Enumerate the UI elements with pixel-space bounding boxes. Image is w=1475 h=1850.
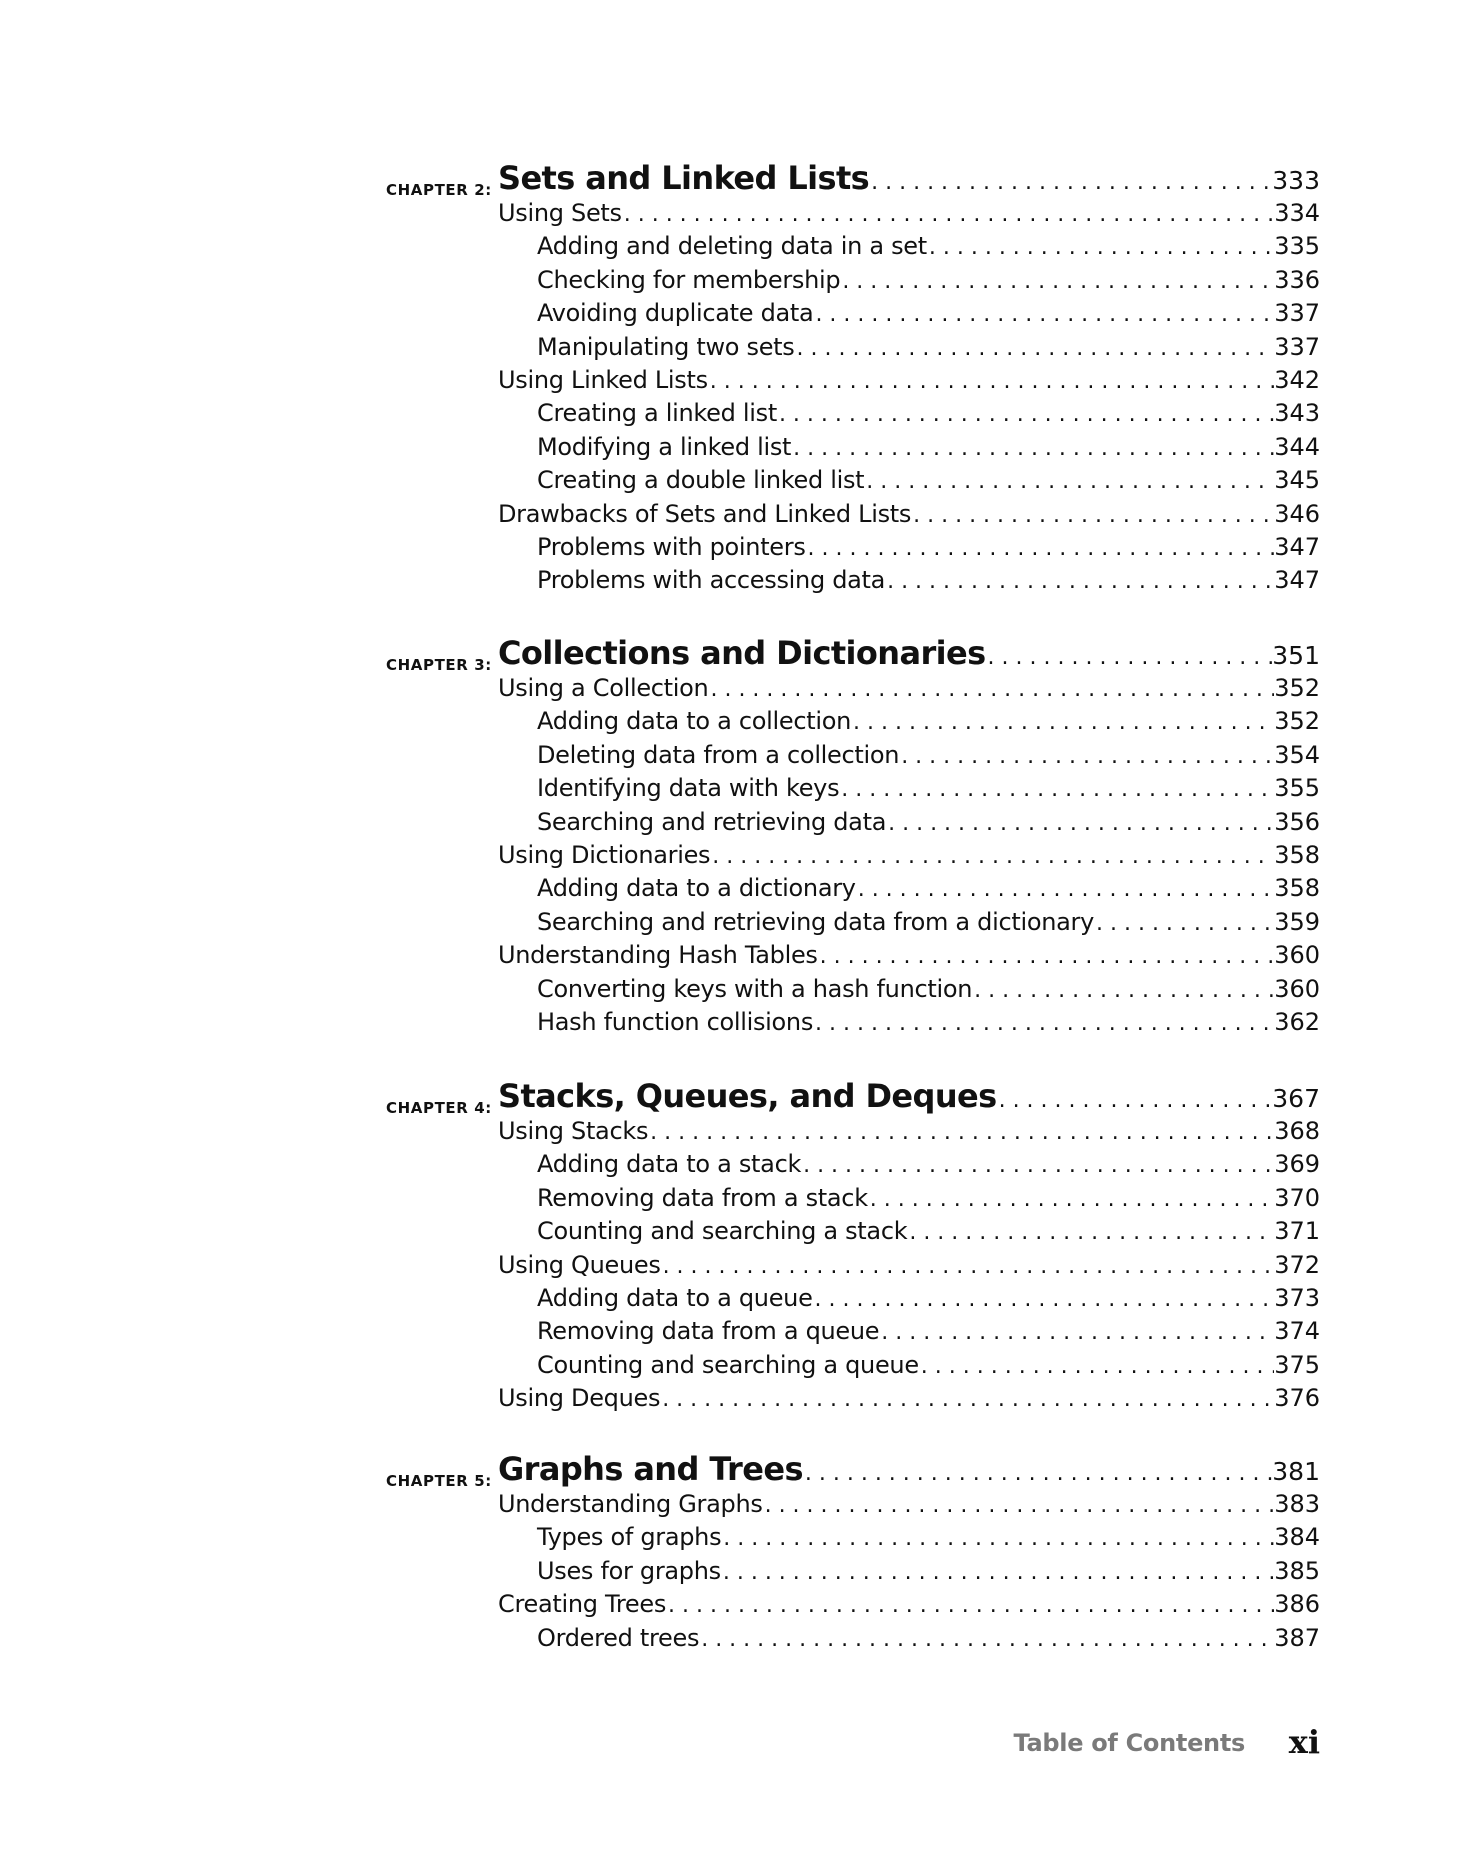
toc-subsection-entry[interactable] bbox=[537, 774, 1320, 807]
entry-label: Modifying a linked list bbox=[537, 432, 792, 461]
dot-leader bbox=[886, 811, 1274, 836]
dot-leader bbox=[972, 978, 1274, 1003]
toc-subsection-entry[interactable] bbox=[537, 808, 1320, 841]
entry-page-number: 368 bbox=[1274, 1117, 1320, 1145]
entry-label: Identifying data with keys bbox=[537, 774, 840, 803]
entry-label: Using Queues bbox=[498, 1250, 661, 1279]
entry-page-number: 336 bbox=[1274, 265, 1320, 294]
chapter-title: Collections and Dictionaries bbox=[498, 634, 986, 672]
toc-subsection-entry[interactable] bbox=[537, 466, 1320, 499]
entry-page-number: 345 bbox=[1274, 466, 1320, 495]
toc-section-entry[interactable] bbox=[498, 674, 1320, 707]
entry-page-number: 358 bbox=[1274, 841, 1320, 869]
toc-subsection-entry[interactable] bbox=[537, 399, 1320, 432]
chapter-label: CHAPTER 5: bbox=[386, 1472, 492, 1490]
entry-page-number: 360 bbox=[1274, 974, 1320, 1003]
chapter-title: Sets and Linked Lists bbox=[498, 159, 870, 197]
entry-page-number: 354 bbox=[1274, 740, 1320, 769]
entry-label: Using Stacks bbox=[498, 1117, 649, 1145]
toc-section-entry[interactable] bbox=[498, 1384, 1320, 1417]
chapter-label: CHAPTER 4: bbox=[386, 1099, 492, 1117]
entry-page-number: 347 bbox=[1274, 566, 1320, 595]
entry-label: Deleting data from a collection bbox=[537, 740, 900, 769]
entry-page-number: 387 bbox=[1274, 1623, 1320, 1652]
entry-page-number: 369 bbox=[1274, 1150, 1320, 1179]
toc-subsection-entry[interactable] bbox=[537, 232, 1320, 265]
chapter-label: CHAPTER 3: bbox=[386, 656, 492, 674]
entry-page-number: 383 bbox=[1274, 1490, 1320, 1518]
toc-subsection-entry[interactable] bbox=[537, 566, 1320, 599]
entry-label: Adding and deleting data in a set bbox=[537, 232, 927, 261]
toc-section-entry[interactable] bbox=[498, 366, 1320, 399]
entry-page-number: 376 bbox=[1274, 1384, 1320, 1413]
dot-leader bbox=[708, 369, 1274, 394]
dot-leader bbox=[763, 1493, 1275, 1518]
toc-subsection-entry[interactable] bbox=[537, 1284, 1320, 1317]
dot-leader bbox=[803, 1461, 1272, 1486]
dot-leader bbox=[907, 1220, 1274, 1245]
entry-page-number: 375 bbox=[1274, 1350, 1320, 1379]
dot-leader bbox=[806, 536, 1275, 561]
toc-section-entry[interactable] bbox=[498, 1251, 1320, 1284]
chapter-page-number: 367 bbox=[1272, 1084, 1320, 1113]
entry-label: Removing data from a queue bbox=[537, 1317, 880, 1346]
toc-subsection-entry[interactable] bbox=[537, 874, 1320, 907]
toc-section-entry[interactable] bbox=[498, 199, 1320, 232]
dot-leader bbox=[839, 777, 1274, 802]
toc-subsection-entry[interactable] bbox=[537, 333, 1320, 366]
entry-page-number: 374 bbox=[1274, 1317, 1320, 1346]
dot-leader bbox=[813, 1011, 1274, 1036]
toc-subsection-entry[interactable] bbox=[537, 1317, 1320, 1350]
entry-label: Hash function collisions bbox=[537, 1008, 814, 1036]
entry-page-number: 360 bbox=[1274, 941, 1320, 970]
dot-leader bbox=[879, 1320, 1274, 1345]
dot-leader bbox=[721, 1560, 1274, 1585]
dot-leader bbox=[660, 1387, 1274, 1412]
dot-leader bbox=[721, 1526, 1274, 1551]
entry-page-number: 342 bbox=[1274, 366, 1320, 394]
dot-leader bbox=[869, 170, 1272, 195]
entry-page-number: 372 bbox=[1274, 1250, 1320, 1279]
entry-label: Searching and retrieving data bbox=[537, 807, 887, 836]
dot-leader bbox=[622, 202, 1274, 227]
dot-leader bbox=[986, 645, 1273, 670]
entry-label: Creating a linked list bbox=[537, 399, 777, 428]
toc-section-entry[interactable] bbox=[498, 500, 1320, 533]
toc-subsection-entry[interactable] bbox=[537, 1150, 1320, 1183]
entry-page-number: 334 bbox=[1274, 199, 1320, 227]
toc-section-entry[interactable] bbox=[498, 1590, 1320, 1623]
toc-subsection-entry[interactable] bbox=[537, 1217, 1320, 1250]
entry-page-number: 347 bbox=[1274, 533, 1320, 561]
entry-label: Searching and retrieving data from a dictionary bbox=[537, 907, 1094, 936]
entry-label: Counting and searching a queue bbox=[537, 1350, 919, 1379]
dot-leader bbox=[927, 235, 1274, 260]
entry-label: Understanding Hash Tables bbox=[498, 941, 818, 970]
toc-subsection-entry[interactable] bbox=[537, 741, 1320, 774]
entry-label: Adding data to a collection bbox=[537, 707, 852, 736]
page-footer bbox=[0, 1725, 1475, 1765]
toc-subsection-entry[interactable] bbox=[537, 1351, 1320, 1384]
entry-page-number: 370 bbox=[1274, 1183, 1320, 1212]
dot-leader bbox=[919, 1354, 1274, 1379]
entry-page-number: 373 bbox=[1274, 1284, 1320, 1312]
chapter-title: Stacks, Queues, and Deques bbox=[498, 1077, 997, 1115]
chapter-page-number: 381 bbox=[1272, 1457, 1320, 1486]
entry-page-number: 355 bbox=[1274, 774, 1320, 803]
dot-leader bbox=[885, 569, 1274, 594]
entry-label: Adding data to a dictionary bbox=[537, 874, 856, 903]
entry-page-number: 371 bbox=[1274, 1217, 1320, 1246]
chapter-label: CHAPTER 2: bbox=[386, 181, 492, 199]
dot-leader bbox=[795, 336, 1275, 361]
entry-page-number: 362 bbox=[1274, 1008, 1320, 1036]
toc-subsection-entry[interactable] bbox=[537, 266, 1320, 299]
entry-page-number: 337 bbox=[1274, 332, 1320, 361]
entry-label: Avoiding duplicate data bbox=[537, 299, 814, 328]
toc-subsection-entry[interactable] bbox=[537, 975, 1320, 1008]
entry-page-number: 352 bbox=[1274, 707, 1320, 736]
entry-page-number: 386 bbox=[1274, 1590, 1320, 1619]
entry-label: Types of graphs bbox=[537, 1523, 722, 1552]
entry-page-number: 343 bbox=[1274, 399, 1320, 428]
dot-leader bbox=[868, 1187, 1274, 1212]
entry-page-number: 346 bbox=[1274, 499, 1320, 528]
entry-label: Using a Collection bbox=[498, 674, 709, 702]
dot-leader bbox=[777, 402, 1274, 427]
dot-leader bbox=[864, 469, 1274, 494]
toc-subsection-entry[interactable] bbox=[537, 1557, 1320, 1590]
dot-leader bbox=[708, 677, 1274, 702]
toc-section-entry[interactable] bbox=[498, 841, 1320, 874]
toc-subsection-entry[interactable] bbox=[537, 1523, 1320, 1556]
dot-leader bbox=[699, 1627, 1274, 1652]
chapter-page-number: 333 bbox=[1272, 166, 1320, 195]
entry-label: Counting and searching a stack bbox=[537, 1217, 908, 1246]
entry-page-number: 352 bbox=[1274, 674, 1320, 702]
toc-subsection-entry[interactable] bbox=[537, 433, 1320, 466]
entry-label: Adding data to a stack bbox=[537, 1150, 802, 1179]
entry-label: Adding data to a queue bbox=[537, 1284, 813, 1312]
toc-section-entry[interactable] bbox=[498, 941, 1320, 974]
entry-page-number: 335 bbox=[1274, 232, 1320, 261]
entry-label: Using Dictionaries bbox=[498, 841, 711, 869]
entry-label: Removing data from a stack bbox=[537, 1183, 868, 1212]
running-footer-title: Table of Contents bbox=[1013, 1729, 1245, 1757]
entry-page-number: 337 bbox=[1274, 299, 1320, 328]
toc-subsection-entry[interactable] bbox=[537, 707, 1320, 740]
dot-leader bbox=[813, 302, 1274, 327]
entry-label: Ordered trees bbox=[537, 1623, 700, 1652]
entry-label: Understanding Graphs bbox=[498, 1490, 763, 1518]
dot-leader bbox=[899, 744, 1274, 769]
entry-page-number: 384 bbox=[1274, 1523, 1320, 1552]
dot-leader bbox=[1094, 911, 1274, 936]
toc-section-entry[interactable] bbox=[498, 1117, 1320, 1150]
dot-leader bbox=[710, 844, 1274, 869]
dot-leader bbox=[997, 1088, 1273, 1113]
toc-section-entry[interactable] bbox=[498, 1490, 1320, 1523]
toc-subsection-entry[interactable] bbox=[537, 1624, 1320, 1657]
entry-label: Converting keys with a hash function bbox=[537, 974, 973, 1003]
entry-label: Using Sets bbox=[498, 199, 622, 227]
entry-label: Manipulating two sets bbox=[537, 332, 795, 361]
dot-leader bbox=[818, 944, 1275, 969]
chapter-page-number: 351 bbox=[1272, 641, 1320, 670]
dot-leader bbox=[851, 710, 1274, 735]
dot-leader bbox=[666, 1593, 1274, 1618]
toc-subsection-entry[interactable] bbox=[537, 533, 1320, 566]
toc-subsection-entry[interactable] bbox=[537, 1008, 1320, 1041]
chapter-heading[interactable] bbox=[498, 634, 1320, 674]
dot-leader bbox=[840, 269, 1274, 294]
chapter-heading[interactable] bbox=[498, 1077, 1320, 1117]
entry-label: Problems with pointers bbox=[537, 533, 806, 561]
entry-label: Uses for graphs bbox=[537, 1556, 721, 1585]
entry-page-number: 356 bbox=[1274, 807, 1320, 836]
entry-label: Using Linked Lists bbox=[498, 366, 708, 394]
page-number: xi bbox=[1288, 1723, 1320, 1761]
dot-leader bbox=[813, 1287, 1275, 1312]
dot-leader bbox=[856, 877, 1274, 902]
dot-leader bbox=[911, 503, 1274, 528]
toc-subsection-entry[interactable] bbox=[537, 1184, 1320, 1217]
toc-subsection-entry[interactable] bbox=[537, 908, 1320, 941]
dot-leader bbox=[648, 1120, 1274, 1145]
chapter-heading[interactable] bbox=[498, 1450, 1320, 1490]
entry-label: Creating a double linked list bbox=[537, 466, 865, 495]
toc-subsection-entry[interactable] bbox=[537, 299, 1320, 332]
entry-label: Checking for membership bbox=[537, 265, 841, 294]
dot-leader bbox=[801, 1153, 1274, 1178]
entry-label: Creating Trees bbox=[498, 1590, 667, 1619]
entry-label: Using Deques bbox=[498, 1384, 661, 1413]
dot-leader bbox=[661, 1254, 1275, 1279]
entry-page-number: 358 bbox=[1274, 874, 1320, 903]
dot-leader bbox=[791, 436, 1274, 461]
entry-label: Drawbacks of Sets and Linked Lists bbox=[498, 499, 912, 528]
entry-label: Problems with accessing data bbox=[537, 566, 886, 595]
chapter-title: Graphs and Trees bbox=[498, 1450, 803, 1488]
entry-page-number: 359 bbox=[1274, 907, 1320, 936]
chapter-heading[interactable] bbox=[498, 159, 1320, 199]
entry-page-number: 385 bbox=[1274, 1556, 1320, 1585]
entry-page-number: 344 bbox=[1274, 432, 1320, 461]
